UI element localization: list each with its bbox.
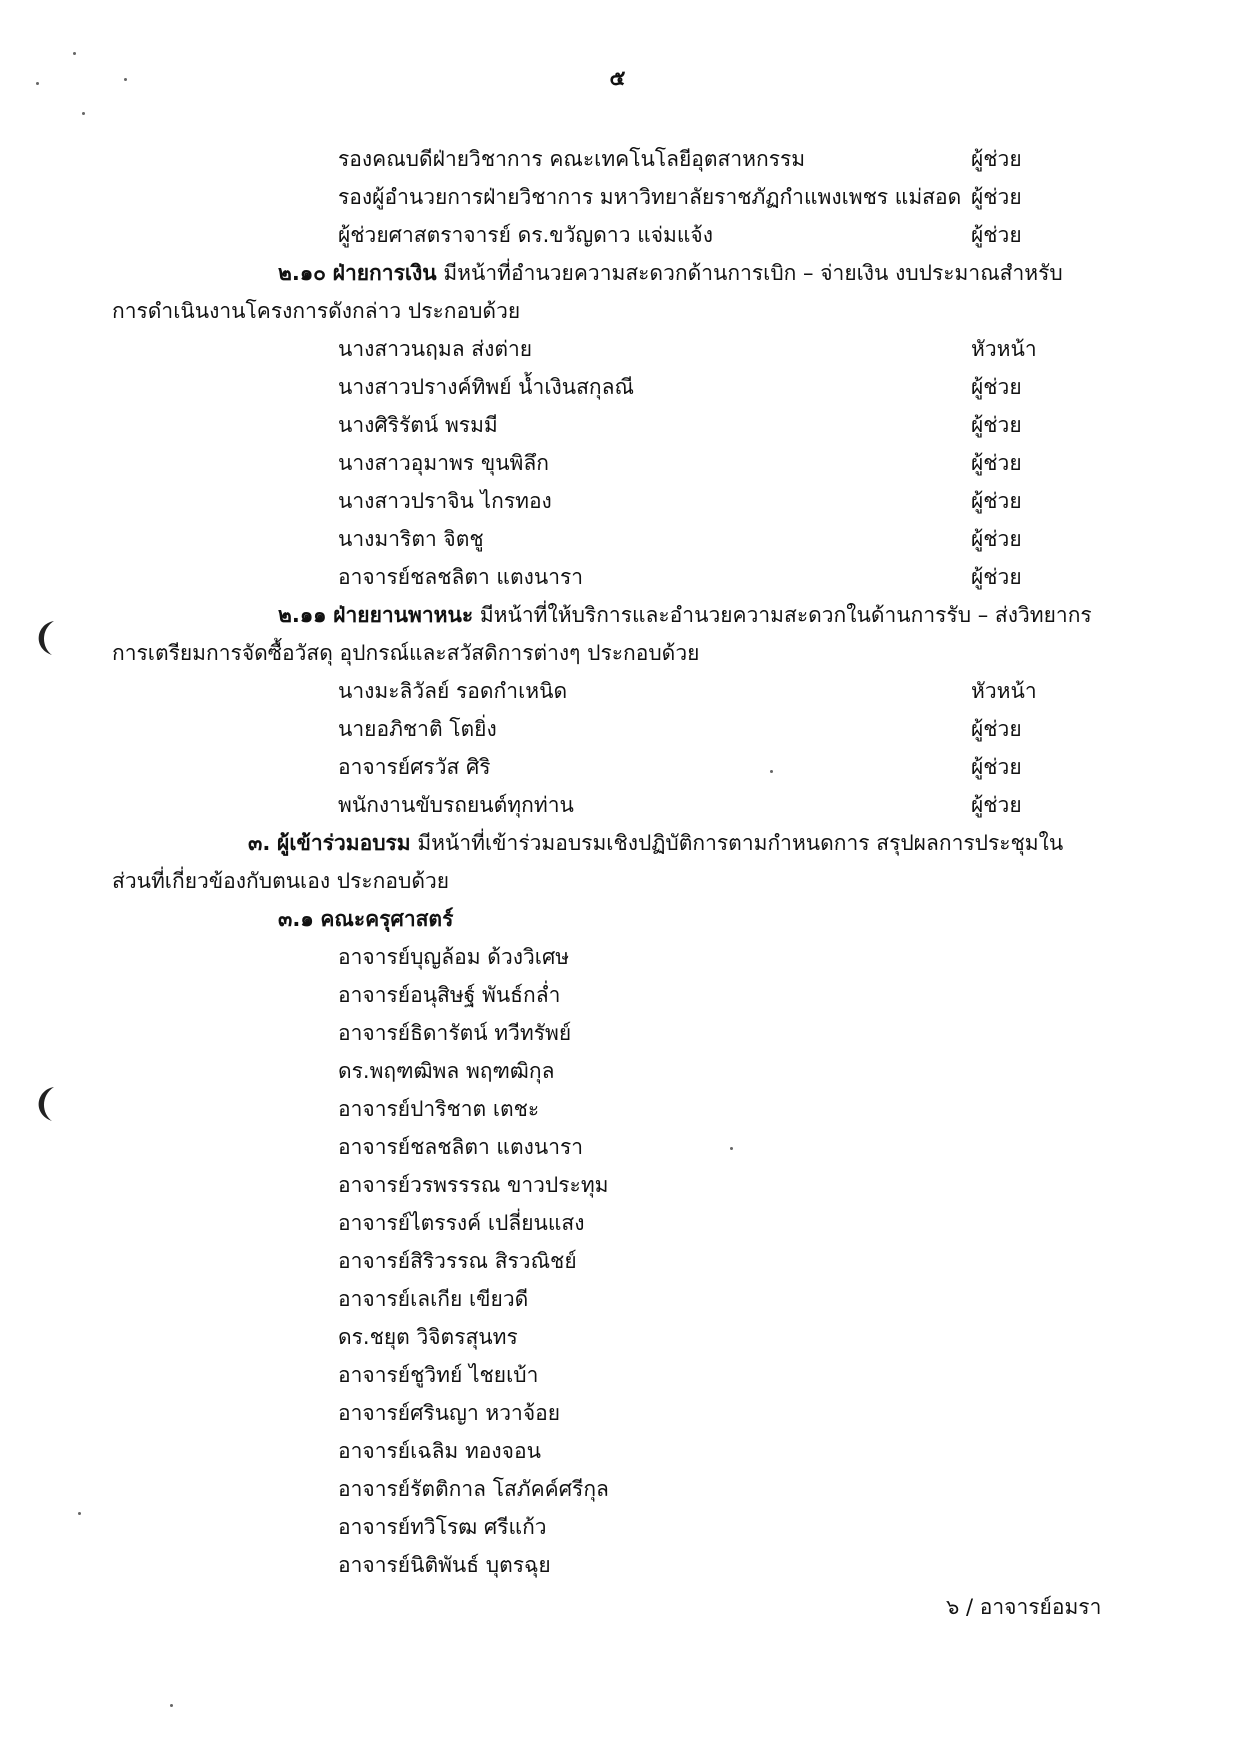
participant-name: อาจารย์เฉลิม ทองจอน xyxy=(338,1439,541,1463)
participant-name: อาจารย์เลเกีย เขียวดี xyxy=(338,1287,529,1311)
staff-name: รองคณบดีฝ่ายวิชาการ คณะเทคโนโลยีอุตสาหกรรม xyxy=(338,147,806,171)
staff-role: ผู้ช่วย xyxy=(971,717,1022,741)
section-heading-3 xyxy=(248,828,1063,858)
binder-hole-mark xyxy=(28,618,62,658)
staff-role: ผู้ช่วย xyxy=(971,489,1022,513)
section-title: ผู้เข้าร่วมอบรม xyxy=(277,831,411,855)
section-number: ๓. xyxy=(248,831,271,855)
staff-role: ผู้ช่วย xyxy=(971,223,1022,247)
section-title: คณะครุศาสตร์ xyxy=(320,907,454,931)
staff-role: ผู้ช่วย xyxy=(971,451,1022,475)
section-number: ๒.๑๐ xyxy=(278,261,326,285)
staff-role: ผู้ช่วย xyxy=(971,565,1022,589)
scan-speck xyxy=(78,1512,81,1515)
scan-speck xyxy=(82,112,85,115)
staff-name: นางศิริรัตน์ พรมมี xyxy=(338,413,498,437)
section-number: ๒.๑๑ xyxy=(278,603,327,627)
participant-name: อาจารย์ชูวิทย์ ไชยเบ้า xyxy=(338,1363,539,1387)
scan-speck xyxy=(73,52,76,55)
participant-name: อาจารย์ทวิโรฒ ศรีแก้ว xyxy=(338,1515,547,1539)
staff-role: ผู้ช่วย xyxy=(971,185,1022,209)
subsection-heading-3-1 xyxy=(278,904,453,934)
participant-name: ดร.ชยุต วิจิตรสุนทร xyxy=(338,1325,518,1349)
section-title: ฝ่ายการเงิน xyxy=(332,261,437,285)
staff-role: ผู้ช่วย xyxy=(971,375,1022,399)
staff-role: ผู้ช่วย xyxy=(971,147,1022,171)
participant-name: อาจารย์สิริวรรณ สิรวณิชย์ xyxy=(338,1249,577,1273)
section-description-continued: ส่วนที่เกี่ยวข้องกับตนเอง ประกอบด้วย xyxy=(112,869,450,893)
participant-name: อาจารย์ไตรรงค์ เปลี่ยนแสง xyxy=(338,1211,585,1235)
staff-name: พนักงานขับรถยนต์ทุกท่าน xyxy=(338,793,574,817)
section-description: มีหน้าที่เข้าร่วมอบรมเชิงปฏิบัติการตามกำหนดการ สรุปผลการประชุมใน xyxy=(417,831,1064,855)
binder-hole-mark xyxy=(28,1084,62,1124)
participant-name: อาจารย์รัตติกาล โสภัคค์ศรีกุล xyxy=(338,1477,609,1501)
scan-speck xyxy=(730,1147,733,1150)
section-title: ฝ่ายยานพาหนะ xyxy=(333,603,474,627)
staff-name: อาจารย์ชลชลิตา แตงนารา xyxy=(338,565,584,589)
scan-speck xyxy=(770,770,773,773)
participant-name: อาจารย์บุญล้อม ด้วงวิเศษ xyxy=(338,945,570,969)
staff-role: ผู้ช่วย xyxy=(971,413,1022,437)
section-description-continued: การเตรียมการจัดซื้อวัสดุ อุปกรณ์และสวัสดิการต่างๆ ประกอบด้วย xyxy=(112,641,700,665)
page-number: ๕ xyxy=(609,66,626,90)
section-heading-2-11 xyxy=(278,600,1092,630)
section-heading-2-10 xyxy=(278,258,1063,288)
staff-name: อาจารย์ศรวัส ศิริ xyxy=(338,755,491,779)
staff-role: หัวหน้า xyxy=(971,679,1037,703)
staff-name: ผู้ช่วยศาสตราจารย์ ดร.ขวัญดาว แจ่มแจ้ง xyxy=(338,223,713,247)
participant-name: อาจารย์อนุสิษฐ์ พันธ์กล่ำ xyxy=(338,983,561,1007)
scan-speck xyxy=(170,1704,173,1707)
staff-name: นางสาวอุมาพร ขุนพิลึก xyxy=(338,451,549,475)
staff-role: ผู้ช่วย xyxy=(971,527,1022,551)
staff-role: หัวหน้า xyxy=(971,337,1037,361)
participant-name: อาจารย์ธิดารัตน์ ทวีทรัพย์ xyxy=(338,1021,572,1045)
staff-name: นางสาวปรางค์ทิพย์ น้ำเงินสกุลณี xyxy=(338,375,634,399)
section-description: มีหน้าที่ให้บริการและอำนวยความสะดวกในด้านการรับ – ส่งวิทยากร xyxy=(479,603,1092,627)
participant-name: ดร.พฤฑฒิพล พฤฑฒิกุล xyxy=(338,1059,555,1083)
participant-name: อาจารย์ศรินญา หวาจ้อย xyxy=(338,1401,561,1425)
section-description: มีหน้าที่อำนวยความสะดวกด้านการเบิก – จ่ายเงิน งบประมาณสำหรับ xyxy=(443,261,1063,285)
next-page-marker: ๖ / อาจารย์อมรา xyxy=(946,1595,1102,1619)
participant-name: อาจารย์นิติพันธ์ บุตรฉุย xyxy=(338,1553,551,1577)
section-number: ๓.๑ xyxy=(278,907,314,931)
participant-name: อาจารย์ชลชลิตา แตงนารา xyxy=(338,1135,584,1159)
staff-role: ผู้ช่วย xyxy=(971,755,1022,779)
staff-name: นางสาวนฤมล ส่งต่าย xyxy=(338,337,533,361)
participant-name: อาจารย์ปาริชาต เตชะ xyxy=(338,1097,540,1121)
staff-name: นายอภิชาติ โตยิ่ง xyxy=(338,717,497,741)
staff-role: ผู้ช่วย xyxy=(971,793,1022,817)
staff-name: รองผู้อำนวยการฝ่ายวิชาการ มหาวิทยาลัยราชภัฏกำแพงเพชร แม่สอด xyxy=(338,185,962,209)
staff-name: นางมาริตา จิตชู xyxy=(338,527,484,551)
section-description-continued: การดำเนินงานโครงการดังกล่าว ประกอบด้วย xyxy=(112,299,521,323)
staff-name: นางสาวปราจิน ไกรทอง xyxy=(338,489,552,513)
participant-name: อาจารย์วรพรรรณ ขาวประทุม xyxy=(338,1173,609,1197)
staff-name: นางมะลิวัลย์ รอดกำเหนิด xyxy=(338,679,568,703)
